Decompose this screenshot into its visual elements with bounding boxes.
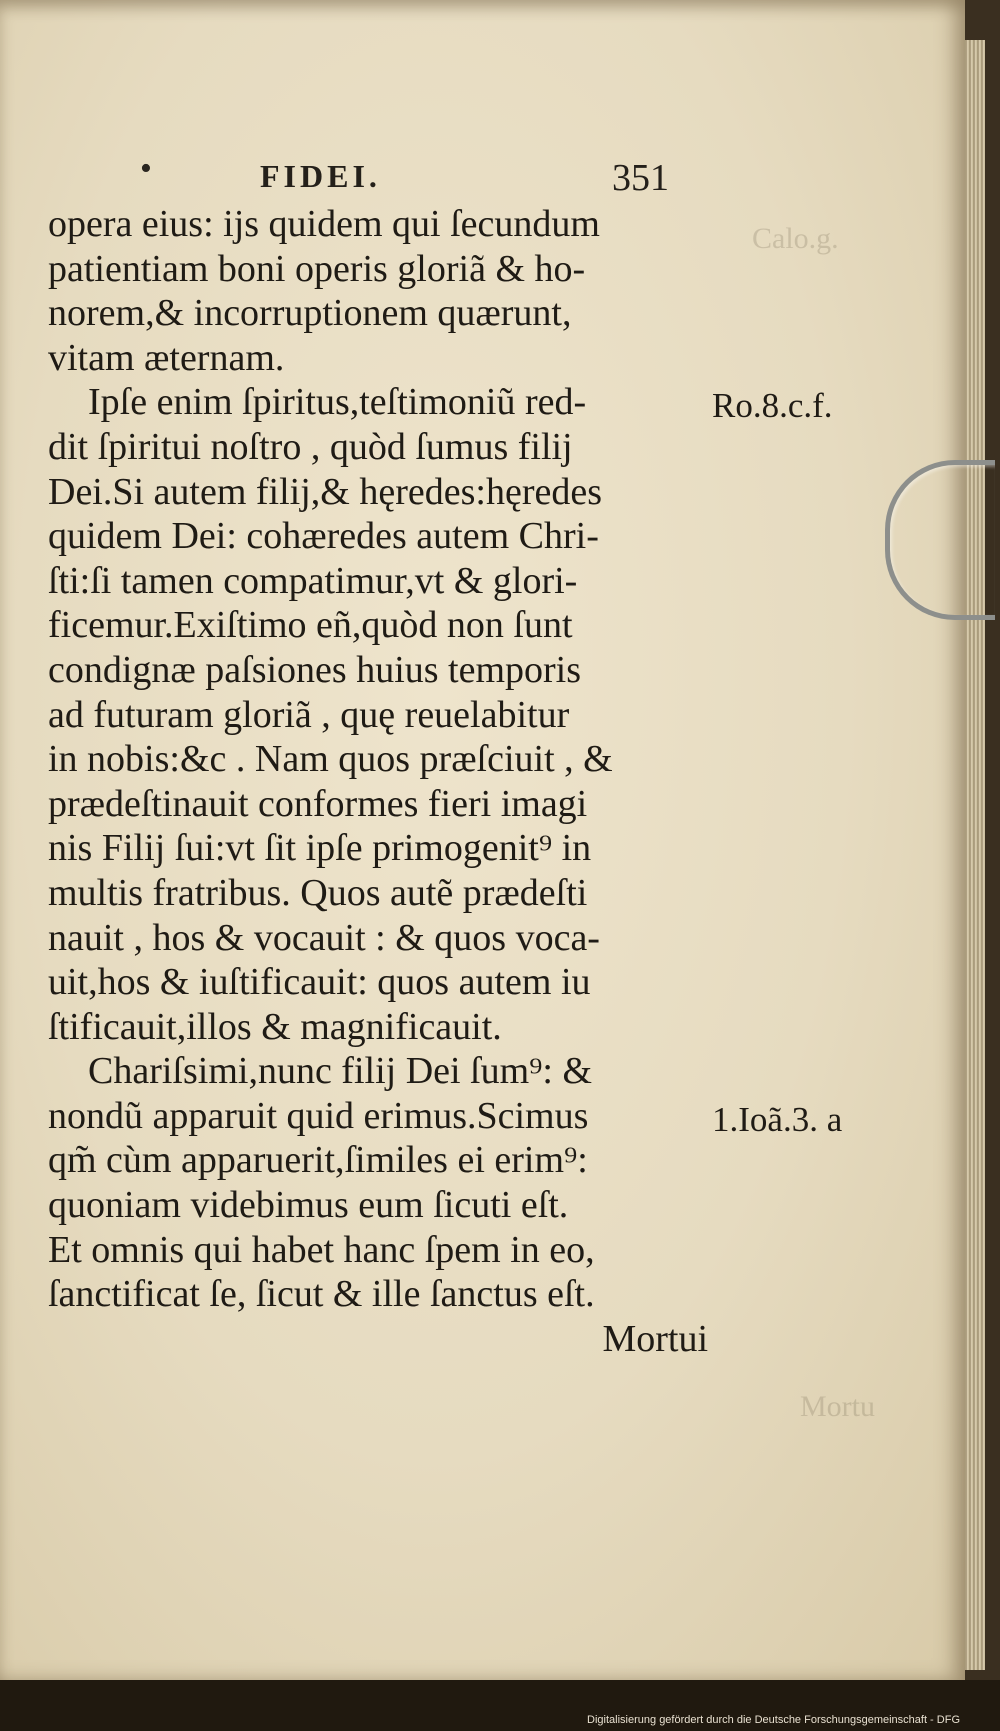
text-line: nis Filij ſui:vt ſit ipſe primogenit⁹ in	[48, 827, 592, 870]
paper-clip	[885, 460, 995, 620]
text-line: Chariſsimi,nunc filij Dei ſum⁹: &	[88, 1050, 593, 1093]
text-line: patientiam boni operis gloriã & ho-	[48, 247, 586, 290]
text-line: dit ſpiritui noſtro , quòd ſumus filij	[48, 425, 573, 468]
main-text-block	[48, 202, 708, 1361]
text-line: ad futuram gloriã , quę reuelabitur	[48, 693, 570, 736]
text-line: ſti:ſi tamen compatimur,vt & glori-	[48, 559, 578, 602]
page-number: 351	[612, 157, 669, 199]
catchword: Mortui	[602, 1317, 708, 1360]
text-line: quoniam videbimus eum ſicuti eſt.	[48, 1184, 569, 1227]
bleed-through-text: Mortu	[800, 1390, 875, 1423]
digitization-credit: Digitalisierung gefördert durch die Deutsche Forschungsgemeinschaft - DFG	[587, 1714, 960, 1726]
header-ornament: •	[140, 150, 152, 187]
margin-note-john: 1.Ioã.3. a	[712, 1100, 843, 1139]
text-line: norem,& incorruptionem quærunt,	[48, 292, 572, 335]
text-line: nondũ apparuit quid erimus.Scimus	[48, 1094, 589, 1137]
text-line: qm̃ cùm apparuerit,ſimiles ei erim⁹:	[48, 1139, 588, 1182]
running-header	[0, 150, 1000, 200]
text-line: nauit , hos & vocauit : & quos voca-	[48, 916, 600, 959]
text-line: Ipſe enim ſpiritus,teſtimoniũ red-	[88, 381, 587, 424]
running-title: FIDEI.	[260, 158, 381, 194]
text-line: Et omnis qui habet hanc ſpem in eo,	[48, 1228, 595, 1271]
bleed-through-text: Calo.g.	[752, 222, 839, 255]
margin-note-romans: Ro.8.c.f.	[712, 386, 833, 425]
text-line: ficemur.Exiſtimo eñ,quòd non ſunt	[48, 604, 573, 647]
text-line: in nobis:&c . Nam quos præſciuit , &	[48, 738, 613, 781]
text-line: opera eius: ijs quidem qui ſecundum	[48, 203, 600, 245]
text-line: prædeſtinauit conformes fieri imagi	[48, 782, 588, 825]
text-line: quidem Dei: cohæredes autem Chri-	[48, 515, 599, 558]
text-line: uit,hos & iuſtificauit: quos autem iu	[48, 961, 591, 1004]
text-line: ſanctificat ſe, ſicut & ille ſanctus eſt.	[48, 1273, 595, 1316]
text-line: multis fratribus. Quos autẽ prædeſti	[48, 871, 588, 914]
text-line: condignæ paſsiones huius temporis	[48, 648, 582, 691]
text-line: ſtificauit,illos & magnificauit.	[48, 1005, 502, 1048]
text-line: vitam æternam.	[48, 336, 285, 379]
text-line: Dei.Si autem filij,& hęredes:hęredes	[48, 470, 602, 513]
